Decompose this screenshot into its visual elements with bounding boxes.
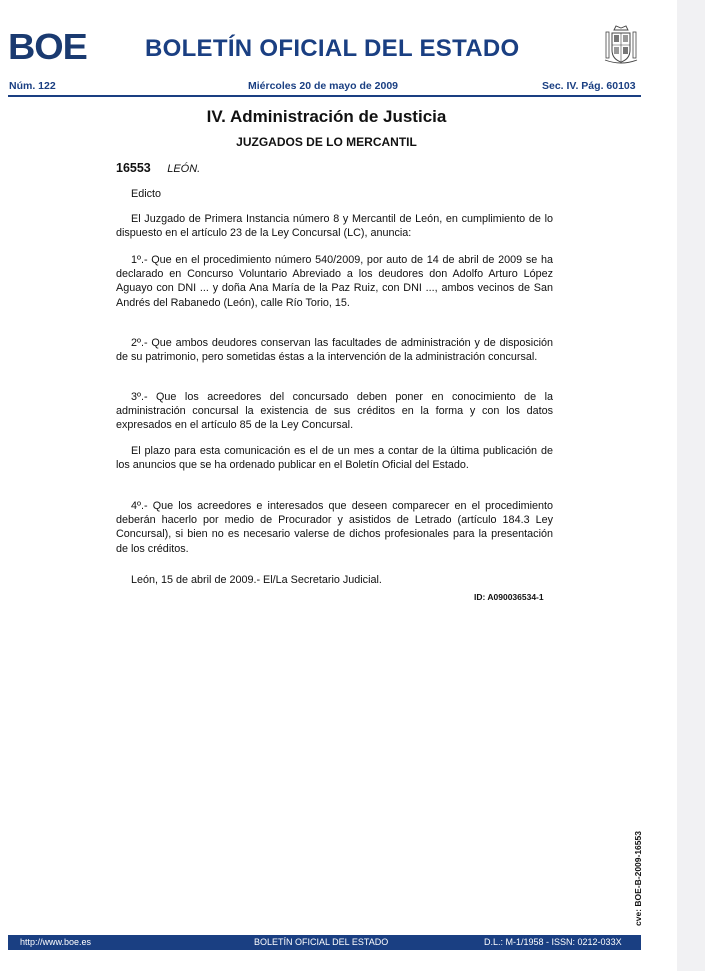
publication-title: BOLETÍN OFICIAL DEL ESTADO: [145, 35, 520, 62]
announcement-place: LEÓN.: [167, 163, 201, 175]
issue-date: Miércoles 20 de mayo de 2009: [248, 80, 398, 92]
spain-coat-of-arms-icon: [603, 24, 639, 68]
viewer-margin: [677, 0, 705, 971]
signature-line: León, 15 de abril de 2009.- El/La Secretario Judicial.: [131, 574, 382, 586]
paragraph-3: 3º.- Que los acreedores del concursado deben poner en conocimiento de la administración concursal la existencia de sus créditos en la forma y con los datos expresados en el artículo 85 de la Ley Concursal.: [116, 391, 553, 432]
boe-logo: [8, 26, 87, 67]
announcement-number: 16553: [116, 161, 151, 175]
section-title: IV. Administración de Justicia: [206, 107, 447, 126]
document-id: ID: A090036534-1: [474, 592, 544, 602]
footer-legal-info: D.L.: M-1/1958 - ISSN: 0212-033X: [484, 937, 622, 947]
paragraph-2: 2º.- Que ambos deudores conservan las facultades de administración y de disposición de su patrimonio, pero sometidas éstas a la intervención de la administración concursal.: [116, 337, 553, 364]
paragraph-intro: El Juzgado de Primera Instancia número 8 y Mercantil de León, en cumplimiento de lo dispuesto en el artículo 23 de la Ley Concursal (LC), anuncia:: [116, 213, 553, 240]
paragraph-1: 1º.- Que en el procedimiento número 540/2009, por auto de 14 de abril de 2009 se ha declarado en Concurso Voluntario Abreviado a los deudores don Adolfo Arturo López Aguayo con DNI ... y doña Ana María de la Paz Ruiz, con DNI ..., ambos vecinos de San Andrés del Rabanedo (León), calle Río Torio, 15.: [116, 254, 553, 309]
paragraph-5: 4º.- Que los acreedores e interesados que deseen comparecer en el procedimiento deberán hacerlo por medio de Procurador y asistidos de Letrado (artículo 184.3 Ley Concursal), si bien no es necesario valerse de dichos profesionales para la presentación de los créditos.: [116, 500, 553, 555]
cve-code: cve: BOE-B-2009-16553: [633, 831, 643, 926]
footer-bar: [8, 935, 641, 950]
section-page: Sec. IV. Pág. 60103: [542, 80, 636, 92]
edicto-label: Edicto: [131, 188, 162, 200]
footer-publication-name: BOLETÍN OFICIAL DEL ESTADO: [254, 937, 389, 947]
header-divider: [8, 95, 641, 97]
issue-number: Núm. 122: [9, 80, 56, 92]
footer-url-link[interactable]: http://www.boe.es: [20, 937, 92, 947]
boe-logo-text: BOE: [8, 26, 87, 67]
subsection-title: JUZGADOS DE LO MERCANTIL: [236, 135, 417, 149]
paragraph-4: El plazo para esta comunicación es el de un mes a contar de la última publicación de los anuncios que se ha ordenado publicar en el Boletín Oficial del Estado.: [116, 445, 553, 472]
announcement-heading: [116, 161, 200, 176]
